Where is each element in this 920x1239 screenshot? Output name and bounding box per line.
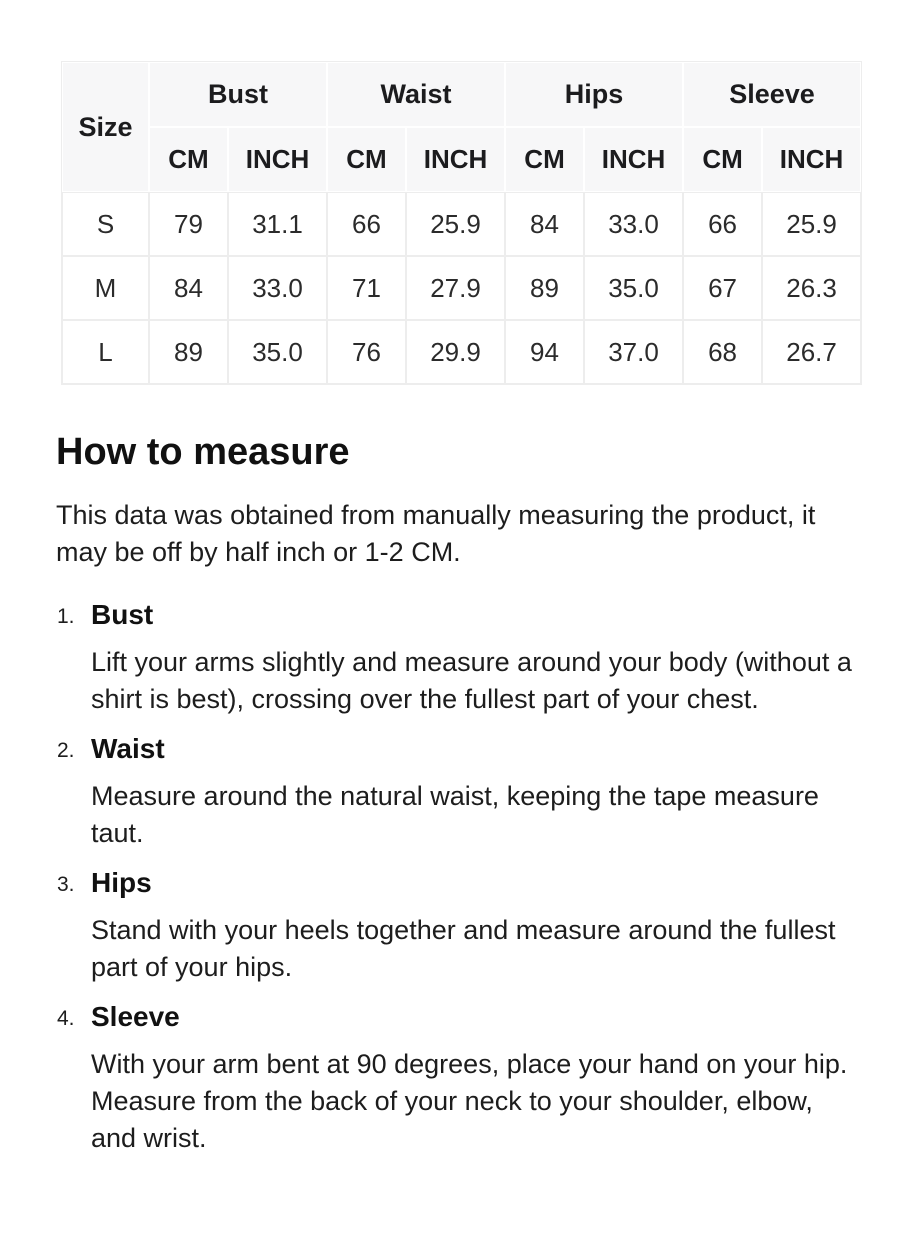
list-item-bust: [56, 596, 862, 718]
value-cell: 29.9: [406, 320, 505, 384]
step-number: 4.: [57, 1006, 75, 1030]
unit-header-waist-cm: CM: [327, 127, 406, 192]
group-header-hips: Hips: [505, 62, 683, 127]
size-label: M: [62, 256, 149, 320]
value-cell: 84: [505, 192, 584, 256]
value-cell: 84: [149, 256, 228, 320]
table-row-size-m: [62, 256, 861, 320]
step-term-hips: Hips: [91, 866, 152, 898]
table-unit-header-row: [62, 127, 861, 192]
value-cell: 27.9: [406, 256, 505, 320]
unit-header-bust-inch: INCH: [228, 127, 327, 192]
value-cell: 68: [683, 320, 762, 384]
list-item-sleeve: [56, 998, 862, 1157]
value-cell: 31.1: [228, 192, 327, 256]
size-label: L: [62, 320, 149, 384]
group-header-waist: Waist: [327, 62, 505, 127]
size-label: S: [62, 192, 149, 256]
list-item-waist: [56, 730, 862, 852]
value-cell: 76: [327, 320, 406, 384]
value-cell: 33.0: [584, 192, 683, 256]
list-item-hips: [56, 864, 862, 986]
value-cell: 89: [149, 320, 228, 384]
value-cell: 94: [505, 320, 584, 384]
table-row-size-l: [62, 320, 861, 384]
step-number: 3.: [57, 872, 75, 896]
value-cell: 37.0: [584, 320, 683, 384]
unit-header-waist-inch: INCH: [406, 127, 505, 192]
value-cell: 67: [683, 256, 762, 320]
how-to-measure-heading: How to measure: [56, 431, 350, 473]
value-cell: 25.9: [762, 192, 861, 256]
value-cell: 79: [149, 192, 228, 256]
group-header-sleeve: Sleeve: [683, 62, 861, 127]
value-cell: 26.7: [762, 320, 861, 384]
size-chart-table: [61, 61, 862, 385]
unit-header-sleeve-inch: INCH: [762, 127, 861, 192]
value-cell: 71: [327, 256, 406, 320]
measure-steps-list: [56, 596, 862, 1157]
group-header-bust: Bust: [149, 62, 327, 127]
value-cell: 66: [683, 192, 762, 256]
size-column-header: Size: [62, 62, 149, 192]
step-description-bust: Lift your arms slightly and measure around your body (without a shirt is best), crossing over the fullest part of your chest.: [91, 646, 852, 714]
unit-header-sleeve-cm: CM: [683, 127, 762, 192]
value-cell: 35.0: [584, 256, 683, 320]
step-description-waist: Measure around the natural waist, keeping the tape measure taut.: [91, 780, 819, 848]
step-term-bust: Bust: [91, 598, 154, 630]
value-cell: 66: [327, 192, 406, 256]
table-row-size-s: [62, 192, 861, 256]
value-cell: 89: [505, 256, 584, 320]
value-cell: 33.0: [228, 256, 327, 320]
value-cell: 25.9: [406, 192, 505, 256]
measure-intro-text: This data was obtained from manually measuring the product, it may be off by half inch or 1-2 CM.: [56, 499, 816, 567]
unit-header-bust-cm: CM: [149, 127, 228, 192]
step-description-hips: Stand with your heels together and measure around the fullest part of your hips.: [91, 914, 836, 982]
step-term-waist: Waist: [91, 732, 165, 764]
table-group-header-row: [62, 62, 861, 127]
step-term-sleeve: Sleeve: [91, 1000, 180, 1032]
value-cell: 35.0: [228, 320, 327, 384]
unit-header-hips-inch: INCH: [584, 127, 683, 192]
unit-header-hips-cm: CM: [505, 127, 584, 192]
value-cell: 26.3: [762, 256, 861, 320]
step-description-sleeve: With your arm bent at 90 degrees, place your hand on your hip. Measure from the back of your neck to your shoulder, elbow, and wrist.: [91, 1048, 848, 1153]
step-number: 1.: [57, 604, 75, 628]
step-number: 2.: [57, 738, 75, 762]
